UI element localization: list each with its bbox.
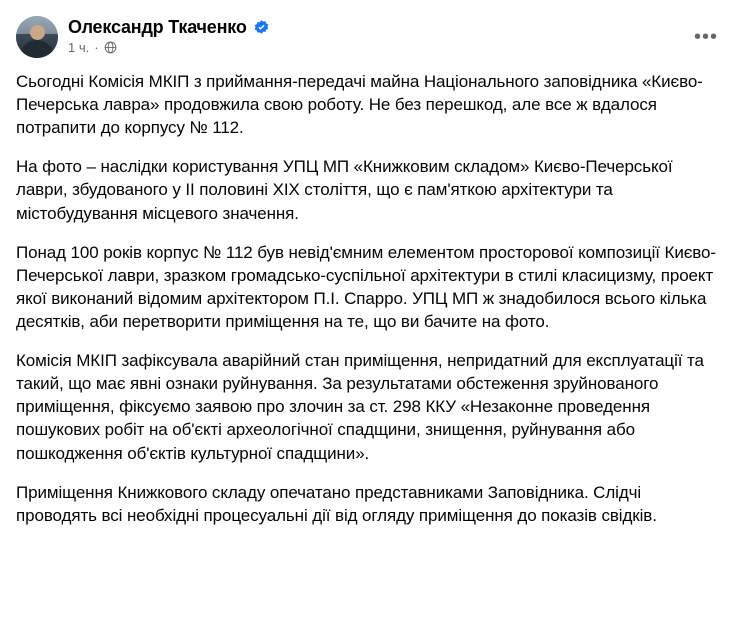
post-paragraph: Сьогодні Комісія МКІП з приймання-передачі майна Національного заповідника «Києво-Печерська лавра» продовжила свою роботу. Не без перешкод, але все ж вдалося потрапити до корпусу № 112. xyxy=(16,72,703,138)
post-timestamp[interactable]: 1 ч. xyxy=(68,40,90,55)
post-paragraph: Комісія МКІП зафіксувала аварійний стан приміщення, непридатний для експлуатації та такий, що має явні ознаки руйнування. За результатами обстеження зруйнованого приміщення, фіксуємо заявою про злочин за ст. 298 ККУ «Незаконне проведення пошукових робіт на об'єкті археологічної спадщини, знищення, руйнування або пошкодження об'єктів культурної спадщини». xyxy=(16,351,704,463)
post-header-text xyxy=(68,16,270,55)
post-paragraph: Приміщення Книжкового складу опечатано представниками Заповідника. Слідчі проводять всі необхідні процесуальні дії від огляду приміщення до показів свідків. xyxy=(16,482,657,525)
post-body xyxy=(16,64,723,537)
author-name[interactable]: Олександр Ткаченко xyxy=(68,17,247,37)
avatar[interactable] xyxy=(16,16,58,58)
post-meta xyxy=(68,40,270,55)
verified-badge-icon xyxy=(253,19,270,36)
post-paragraph: На фото – наслідки користування УПЦ МП «Книжковим складом» Києво-Печерської лаври, збудованого у ІІ половині ХІХ століття, що є пам'яткою архітектури та містобудування місцевого значення. xyxy=(16,157,673,223)
author-row xyxy=(68,17,270,37)
meta-separator: · xyxy=(94,40,99,55)
post-options-menu-icon[interactable]: ••• xyxy=(693,25,718,48)
post-header xyxy=(16,12,723,64)
post-paragraph: Понад 100 років корпус № 112 був невід'ємним елементом просторової композиції Києво-Печерської лаври, зразком громадсько-суспільної архітектури в стилі класицизму, проект якої виконаний відомим архітектором П.І. Спарро. УПЦ МП ж знадобилося всього кілька десятків, аби перетворити приміщення на те, що ви бачите на фото. xyxy=(16,242,716,331)
globe-icon[interactable] xyxy=(104,41,117,54)
